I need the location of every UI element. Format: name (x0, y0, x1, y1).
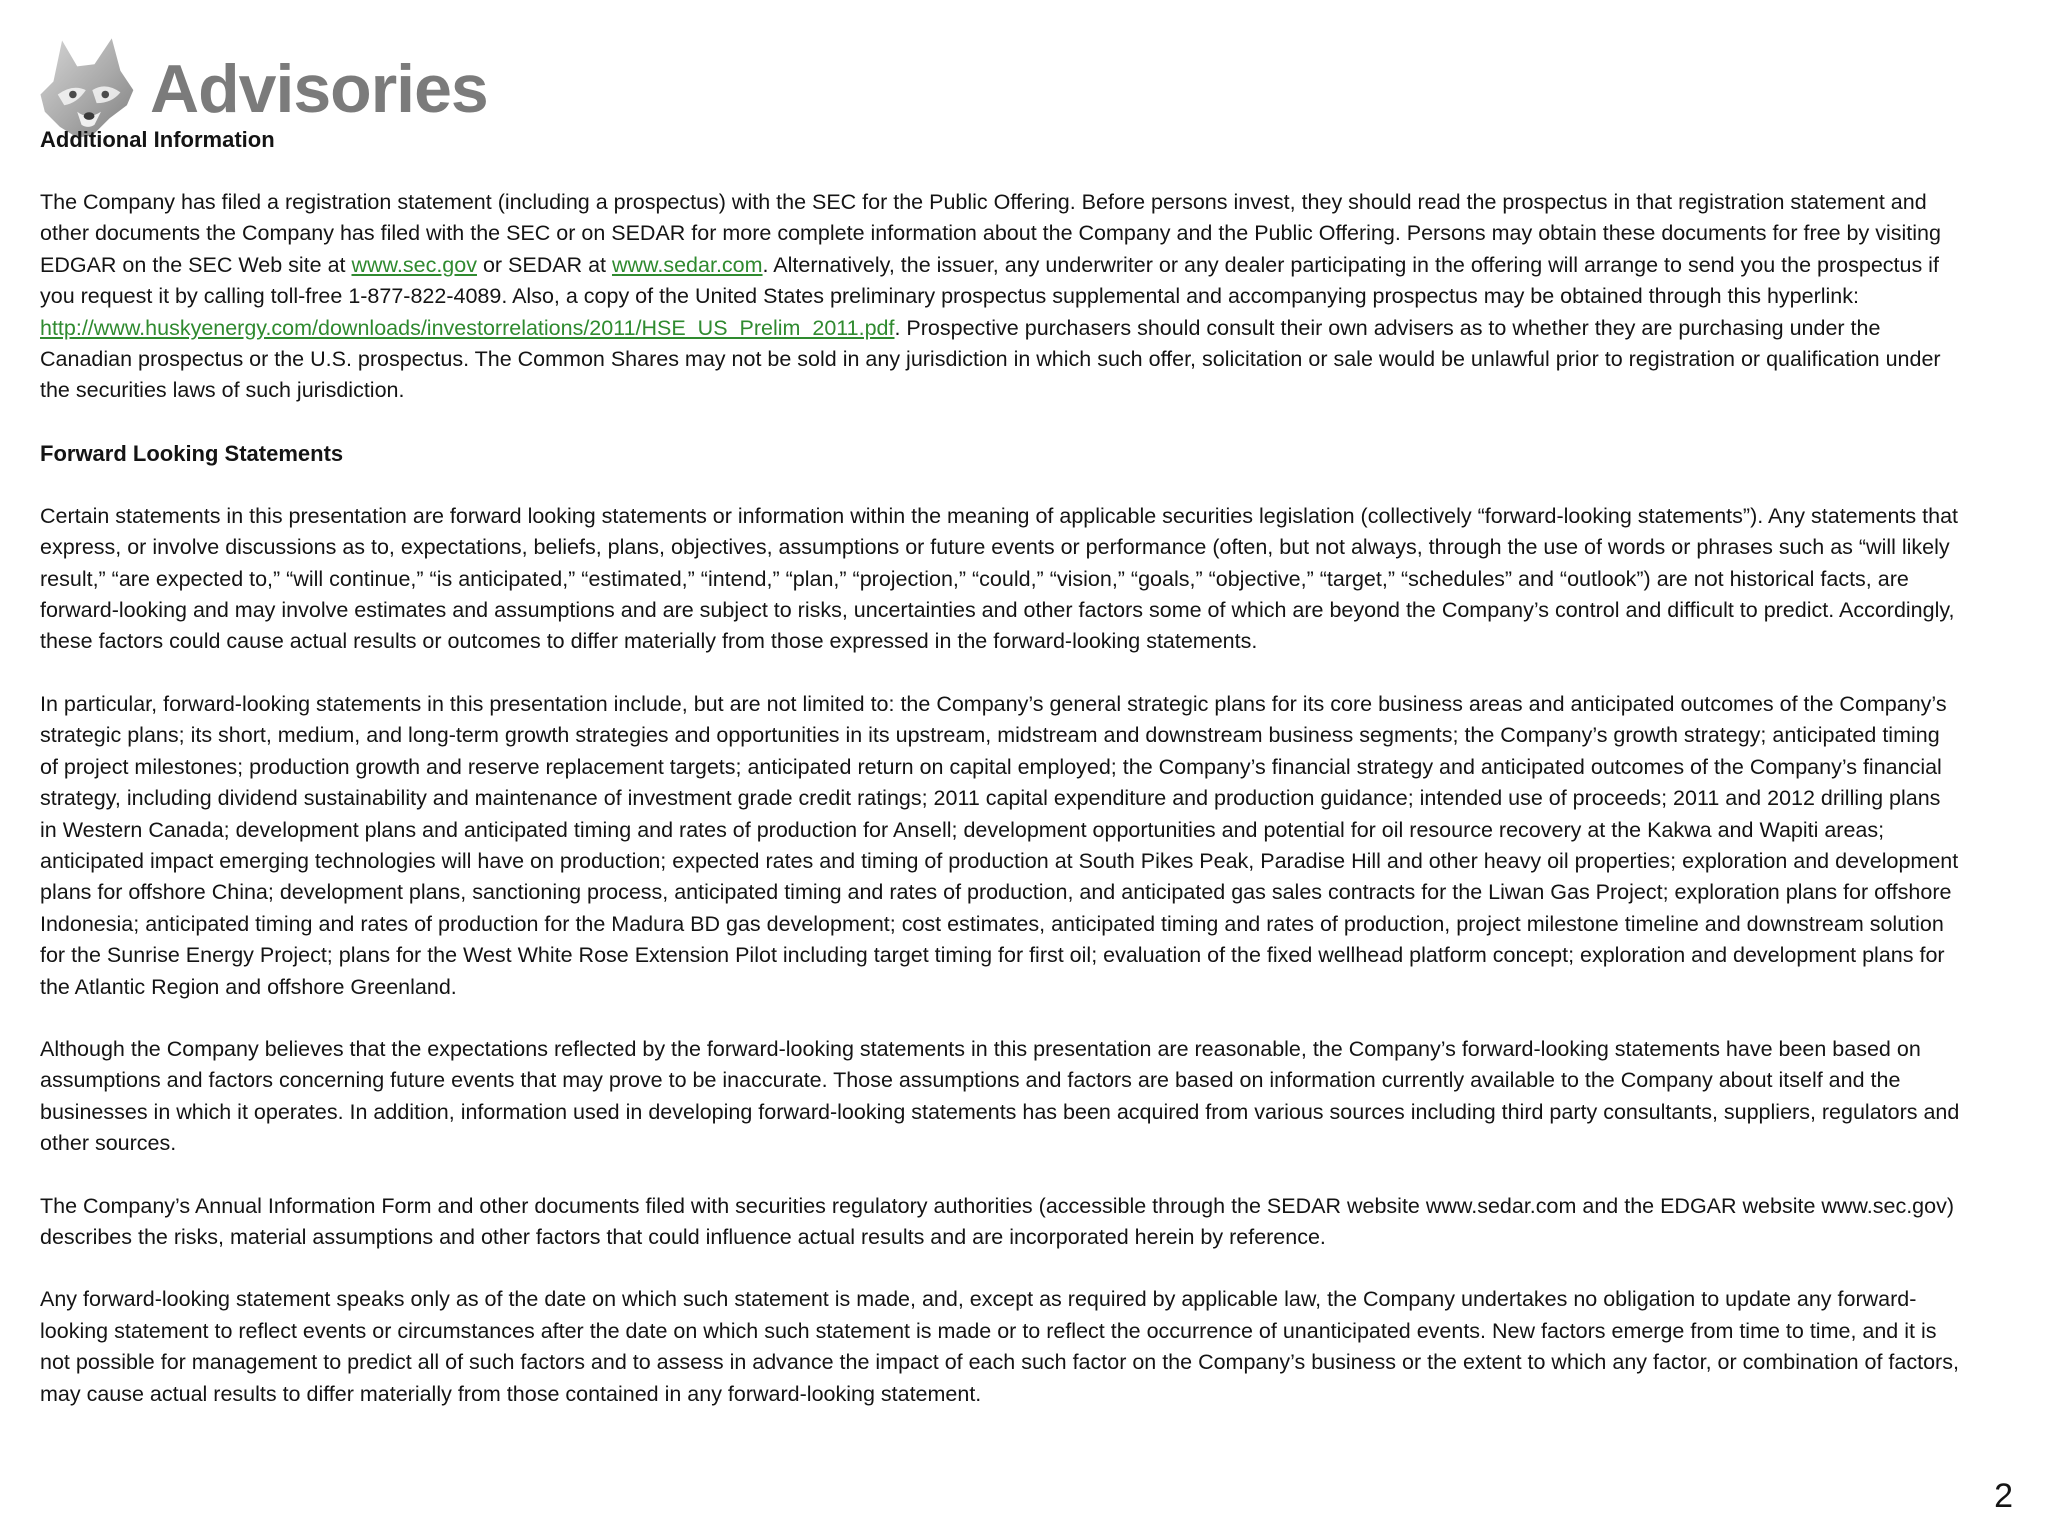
prospectus-link[interactable]: http://www.huskyenergy.com/downloads/investorrelations/2011/HSE_US_Prelim_2011.pdf (40, 315, 895, 340)
additional-information-heading: Additional Information (40, 127, 275, 152)
forward-looking-paragraph: Although the Company believes that the expectations reflected by the forward-looking statements in this presentation are reasonable, the Company’s forward-looking statements have been based on assumptions and factors concerning future events that may prove to be inaccurate. Those assumptions and factors are based on information currently available to the Company about itself and the businesses in which it operates. In addition, information used in developing forward-looking statements has been acquired from various sources including third party consultants, suppliers, regulators and other sources. (40, 1036, 1960, 1156)
page-title: Advisories (150, 51, 488, 127)
sedar-link[interactable]: www.sedar.com (611, 252, 763, 277)
forward-looking-paragraph: In particular, forward-looking statements in this presentation include, but are not limited to: the Company’s general strategic plans for its core business areas and anticipated outcomes of the Company’s strategic plans; its short, medium, and long-term growth strategies and opportunities in its upstream, midstream and downstream business segments; the Company’s growth strategy; anticipated timing of project milestones; production growth and reserve replacement targets; anticipated return on capital employed; the Company’s financial strategy and anticipated outcomes of the Company’s financial strategy, including dividend sustainability and maintenance of investment grade credit ratings; 2011 capital expenditure and production guidance; intended use of proceeds; 2011 and 2012 drilling plans in Western Canada; development plans and anticipated timing and rates of production for Ansell; development opportunities and potential for oil resource recovery at the Kakwa and Wapiti areas; anticipated impact emerging technologies will have on production; expected rates and timing of production at South Pikes Peak, Paradise Hill and other heavy oil properties; exploration and development plans for offshore China; development plans, sanctioning process, anticipated timing and rates of production, and anticipated gas sales contracts for the Liwan Gas Project; exploration plans for offshore Indonesia; anticipated timing and rates of production for the Madura BD gas development; cost estimates, anticipated timing and rates of production, project milestone timeline and downstream solution for the Sunrise Energy Project; plans for the West White Rose Extension Pilot including target timing for first oil; evaluation of the fixed wellhead platform concept; exploration and development plans for the Atlantic Region and offshore Greenland. (40, 691, 1959, 999)
forward-looking-paragraph: Any forward-looking statement speaks only as of the date on which such statement is made, and, except as required by applicable law, the Company undertakes no obligation to update any forward-looking statement to reflect events or circumstances after the date on which such statement is made or to reflect the occurrence of unanticipated events. New factors emerge from time to time, and it is not possible for management to predict all of such factors and to assess in advance the impact of each such factor on the Company’s business or the extent to which any factor, or combination of factors, may cause actual results to differ materially from those contained in any forward-looking statement. (40, 1287, 1959, 1406)
additional-information-paragraph: The Company has filed a registration statement (including a prospectus) with the SEC for the Public Offering. Before persons invest, they should read the prospectus in that registration statement and other documents the Company has filed with the SEC or on SEDAR for more complete information about the Company and the Public Offering. Persons may obtain these documents for free by visiting EDGAR on the SEC Web site at www.sec.gov or SEDAR at www.sedar.com. Alternatively, the issuer, any underwriter or any dealer participating in the offering will arrange to send you the prospectus if you request it by calling toll-free 1-877-822-4089. Also, a copy of the United States preliminary prospectus supplemental and accompanying prospectus may be obtained through this hyperlink: http://www.huskyenergy.com/downloads/investorrelations/2011/HSE_US_Prelim_2011.pdf. Prospective purchasers should consult their own advisers as to whether they are purchasing under the Canadian prospectus or the U.S. prospectus. The Common Shares may not be sold in any jurisdiction in which such offer, solicitation or sale would be unlawful prior to registration or qualification under the securities laws of such jurisdiction. (40, 190, 1941, 403)
forward-looking-paragraph: Certain statements in this presentation are forward looking statements or information within the meaning of applicable securities legislation (collectively “forward-looking statements”). Any statements that express, or involve discussions as to, expectations, beliefs, plans, objectives, assumptions or future events or performance (often, but not always, through the use of words or phrases such as “will likely result,” “are expected to,” “will continue,” “is anticipated,” “estimated,” “intend,” “plan,” “projection,” “could,” “vision,” “goals,” “objective,” “target,” “schedules” and “outlook”) are not historical facts, are forward-looking and may involve estimates and assumptions and are subject to risks, uncertainties and other factors some of which are beyond the Company’s control and difficult to predict. Accordingly, these factors could cause actual results or outcomes to differ materially from those expressed in the forward-looking statements. (40, 503, 1959, 654)
page-number: 2 (1994, 1477, 2013, 1515)
advisories-body (40, 124, 1960, 1410)
forward-looking-paragraph: The Company’s Annual Information Form and other documents filed with securities regulatory authorities (accessible through the SEDAR website www.sedar.com and the EDGAR website www.sec.gov) describes the risks, material assumptions and other factors that could influence actual results and are incorporated herein by reference. (40, 1193, 1955, 1249)
sec-link[interactable]: www.sec.gov (351, 252, 477, 277)
forward-looking-heading: Forward Looking Statements (40, 440, 344, 466)
